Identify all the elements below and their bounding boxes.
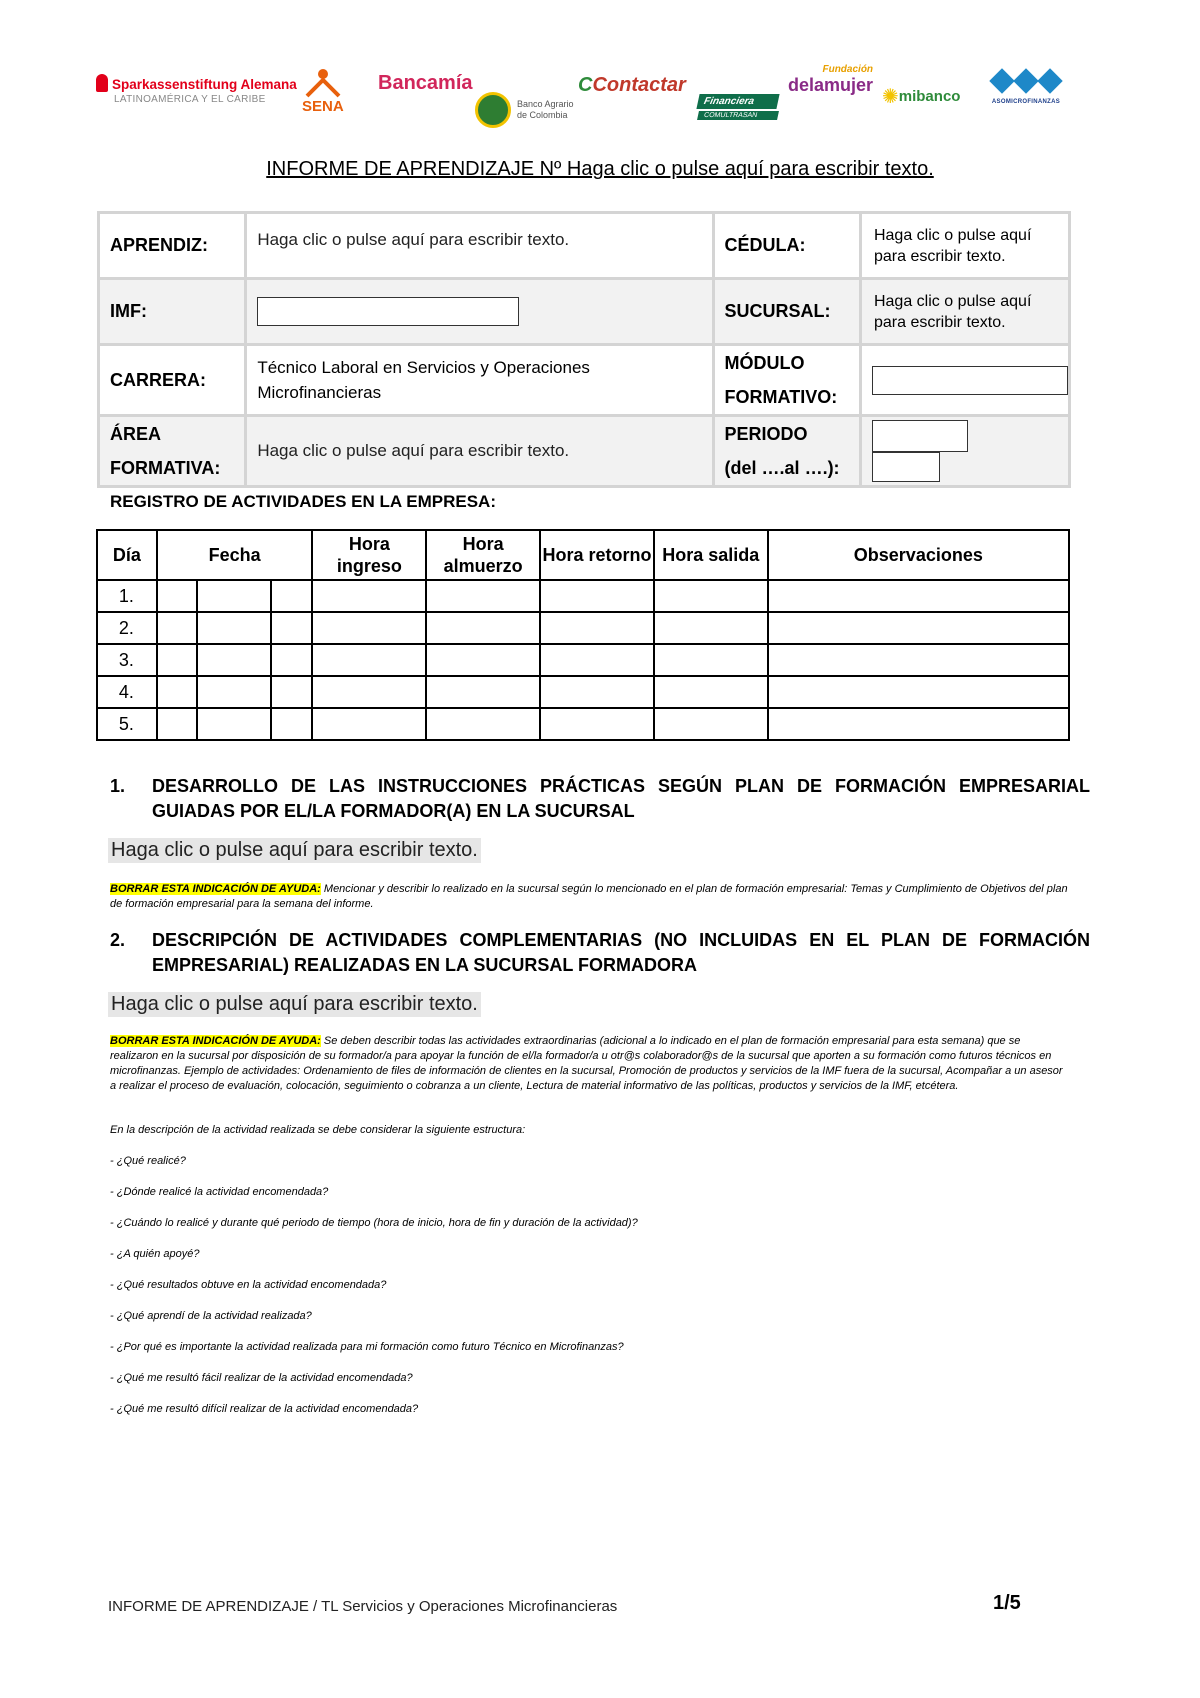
hora-almuerzo-cell[interactable] bbox=[426, 708, 540, 740]
guide-question: - ¿Qué me resultó fácil realizar de la actividad encomendada? bbox=[110, 1372, 413, 1384]
section-2-heading: 2. DESCRIPCIÓN DE ACTIVIDADES COMPLEMENTARIAS (NO INCLUIDAS EN EL PLAN DE FORMACIÓN EMPRESARIAL) REALIZADAS EN LA SUCURSAL FORMADORA bbox=[110, 930, 1090, 975]
modulo-cell bbox=[860, 345, 1069, 416]
guide-question: - ¿Qué resultados obtuve en la actividad encomendada? bbox=[110, 1279, 387, 1291]
imf-cell bbox=[246, 279, 713, 345]
aprendiz-label: APRENDIZ: bbox=[99, 213, 246, 279]
hora-almuerzo-cell[interactable] bbox=[426, 644, 540, 676]
student-info-table bbox=[97, 211, 1071, 488]
cedula-label: CÉDULA: bbox=[713, 213, 860, 279]
section-1-help-note: BORRAR ESTA INDICACIÓN DE AYUDA: Mencionar y describir lo realizado en la sucursal según lo mencionado en el plan de formación empresarial: Temas y Cumplimiento de Objetivos del plan de formación empresarial para la semana del informe. bbox=[110, 883, 1068, 910]
guide-question: - ¿Dónde realicé la actividad encomendada? bbox=[110, 1186, 329, 1198]
carrera-value: Técnico Laboral en Servicios y Operaciones Microfinancieras bbox=[246, 345, 713, 416]
observaciones-cell[interactable] bbox=[768, 580, 1069, 612]
fecha-month-cell[interactable] bbox=[197, 676, 271, 708]
bancamia-logo: Bancamía bbox=[378, 72, 473, 94]
page-footer: INFORME DE APRENDIZAJE / TL Servicios y Operaciones Microfinancieras bbox=[108, 1598, 618, 1615]
section-1-text-field[interactable]: Haga clic o pulse aquí para escribir texto. bbox=[108, 838, 481, 863]
fecha-day-cell[interactable] bbox=[157, 708, 197, 740]
sena-logo: SENA bbox=[302, 68, 344, 115]
hora-ingreso-cell[interactable] bbox=[312, 676, 426, 708]
hora-almuerzo-cell[interactable] bbox=[426, 580, 540, 612]
registro-actividades-heading: REGISTRO DE ACTIVIDADES EN LA EMPRESA: bbox=[110, 492, 496, 511]
guide-question: - ¿Qué me resultó difícil realizar de la actividad encomendada? bbox=[110, 1403, 419, 1415]
observaciones-cell[interactable] bbox=[768, 644, 1069, 676]
hora-retorno-cell[interactable] bbox=[540, 612, 654, 644]
asomicrofinanzas-logo: ASOMICROFINANZAS bbox=[990, 68, 1062, 105]
header-hora-ingreso: Hora ingreso bbox=[312, 530, 426, 580]
sucursal-label: SUCURSAL: bbox=[713, 279, 860, 345]
hora-almuerzo-cell[interactable] bbox=[426, 676, 540, 708]
day-number: 1. bbox=[97, 580, 157, 612]
hora-ingreso-cell[interactable] bbox=[312, 644, 426, 676]
header-hora-salida: Hora salida bbox=[654, 530, 768, 580]
observaciones-cell[interactable] bbox=[768, 708, 1069, 740]
guide-question: - ¿Qué realicé? bbox=[110, 1155, 186, 1167]
observaciones-cell[interactable] bbox=[768, 676, 1069, 708]
hora-salida-cell[interactable] bbox=[654, 612, 768, 644]
header-observaciones: Observaciones bbox=[768, 530, 1069, 580]
imf-input[interactable] bbox=[257, 297, 519, 326]
sparkasse-s-icon bbox=[96, 74, 108, 92]
periodo-cell bbox=[860, 416, 1069, 487]
page-number: 1/5 bbox=[993, 1592, 1021, 1614]
fundacion-delamujer-logo: Fundación delamujer bbox=[788, 64, 874, 95]
hora-retorno-cell[interactable] bbox=[540, 580, 654, 612]
contactar-logo: CContactar bbox=[578, 74, 686, 96]
header-dia: Día bbox=[97, 530, 157, 580]
day-number: 3. bbox=[97, 644, 157, 676]
table-row bbox=[97, 676, 1069, 708]
fecha-month-cell[interactable] bbox=[197, 580, 271, 612]
fecha-year-cell[interactable] bbox=[271, 580, 313, 612]
aprendiz-field[interactable]: Haga clic o pulse aquí para escribir texto. bbox=[246, 213, 713, 279]
fecha-day-cell[interactable] bbox=[157, 676, 197, 708]
periodo-label: PERIODO (del ….al ….): bbox=[713, 416, 860, 487]
fecha-year-cell[interactable] bbox=[271, 644, 313, 676]
sena-figure-icon bbox=[303, 68, 343, 98]
fecha-day-cell[interactable] bbox=[157, 612, 197, 644]
day-number: 4. bbox=[97, 676, 157, 708]
hora-ingreso-cell[interactable] bbox=[312, 580, 426, 612]
fecha-year-cell[interactable] bbox=[271, 612, 313, 644]
hora-ingreso-cell[interactable] bbox=[312, 708, 426, 740]
document-title[interactable]: INFORME DE APRENDIZAJE Nº Haga clic o pulse aquí para escribir texto. bbox=[266, 158, 934, 180]
activity-log-table bbox=[96, 529, 1070, 741]
sparkassenstiftung-logo: Sparkassenstiftung Alemana LATINOAMÉRICA Y EL CARIBE bbox=[96, 74, 297, 105]
hora-salida-cell[interactable] bbox=[654, 676, 768, 708]
hora-retorno-cell[interactable] bbox=[540, 708, 654, 740]
sun-icon: ✺ bbox=[882, 86, 899, 108]
guide-question: - ¿Cuándo lo realicé y durante qué periodo de tiempo (hora de inicio, hora de fin y duración de la actividad)? bbox=[110, 1217, 638, 1229]
section-1-heading: 1. DESARROLLO DE LAS INSTRUCCIONES PRÁCTICAS SEGÚN PLAN DE FORMACIÓN EMPRESARIAL GUIADAS POR EL/LA FORMADOR(A) EN LA SUCURSAL bbox=[110, 776, 1090, 821]
periodo-to-input[interactable] bbox=[872, 452, 940, 482]
table-row bbox=[97, 580, 1069, 612]
area-formativa-label: ÁREA FORMATIVA: bbox=[99, 416, 246, 487]
carrera-label: CARRERA: bbox=[99, 345, 246, 416]
day-number: 5. bbox=[97, 708, 157, 740]
fecha-year-cell[interactable] bbox=[271, 676, 313, 708]
guide-question: - ¿Por qué es importante la actividad realizada para mi formación como futuro Técnico en Microfinanzas? bbox=[110, 1341, 624, 1353]
section-2-text-field[interactable]: Haga clic o pulse aquí para escribir texto. bbox=[108, 992, 481, 1017]
partner-logos bbox=[90, 62, 1090, 132]
guide-question: - ¿Qué aprendí de la actividad realizada? bbox=[110, 1310, 312, 1322]
modulo-formativo-label: MÓDULO FORMATIVO: bbox=[713, 345, 860, 416]
hora-almuerzo-cell[interactable] bbox=[426, 612, 540, 644]
fecha-year-cell[interactable] bbox=[271, 708, 313, 740]
header-fecha: Fecha bbox=[157, 530, 313, 580]
imf-label: IMF: bbox=[99, 279, 246, 345]
structure-intro: En la descripción de la actividad realizada se debe considerar la siguiente estructura: bbox=[110, 1124, 526, 1136]
modulo-formativo-input[interactable] bbox=[872, 366, 1068, 395]
hora-salida-cell[interactable] bbox=[654, 644, 768, 676]
hora-retorno-cell[interactable] bbox=[540, 644, 654, 676]
hora-salida-cell[interactable] bbox=[654, 708, 768, 740]
cedula-field[interactable]: Haga clic o pulse aquí para escribir texto. bbox=[860, 213, 1069, 279]
area-formativa-field[interactable]: Haga clic o pulse aquí para escribir texto. bbox=[246, 416, 713, 487]
periodo-from-input[interactable] bbox=[872, 420, 968, 452]
fecha-month-cell[interactable] bbox=[197, 708, 271, 740]
hora-retorno-cell[interactable] bbox=[540, 676, 654, 708]
sucursal-field[interactable]: Haga clic o pulse aquí para escribir texto. bbox=[860, 279, 1069, 345]
section-2-help-note: BORRAR ESTA INDICACIÓN DE AYUDA: Se deben describir todas las actividades extraordinarias (adicional a lo indicado en el plan de formación empresarial para esta semana) que se realizaron en la sucursal por disposición de su formador/a para apoyar la función de el/la formador/a u otr@s colaborador@s de la sucursal que aporten a su formación como futuros técnicos en microfinanzas. Ejemplo de actividades: Ordenamiento de files de información de clientes en la sucursal, Promoción de productos y servicios de la IMF fuera de la sucursal, Acompañar a un asesor a realizar el proceso de evaluación, colocación, seguimiento o cobranza a un cliente, Lectura de material informativo de las políticas, productos y servicios de la IMF, etcétera. bbox=[110, 1035, 1063, 1092]
day-number: 2. bbox=[97, 612, 157, 644]
financiera-comultrasan-logo: Financiera COMULTRASAN bbox=[698, 94, 778, 122]
hora-ingreso-cell[interactable] bbox=[312, 612, 426, 644]
observaciones-cell[interactable] bbox=[768, 612, 1069, 644]
mibanco-logo: ✺mibanco bbox=[882, 86, 961, 108]
table-row bbox=[97, 708, 1069, 740]
fecha-day-cell[interactable] bbox=[157, 580, 197, 612]
banco-agrario-logo: Banco Agrario de Colombia bbox=[475, 92, 577, 128]
fecha-day-cell[interactable] bbox=[157, 644, 197, 676]
table-row bbox=[97, 644, 1069, 676]
header-hora-almuerzo: Hora almuerzo bbox=[426, 530, 540, 580]
fecha-month-cell[interactable] bbox=[197, 612, 271, 644]
table-row bbox=[97, 612, 1069, 644]
guide-question: - ¿A quién apoyé? bbox=[110, 1248, 200, 1260]
hora-salida-cell[interactable] bbox=[654, 580, 768, 612]
fecha-month-cell[interactable] bbox=[197, 644, 271, 676]
header-hora-retorno: Hora retorno bbox=[540, 530, 654, 580]
banco-agrario-emblem-icon bbox=[475, 92, 511, 128]
